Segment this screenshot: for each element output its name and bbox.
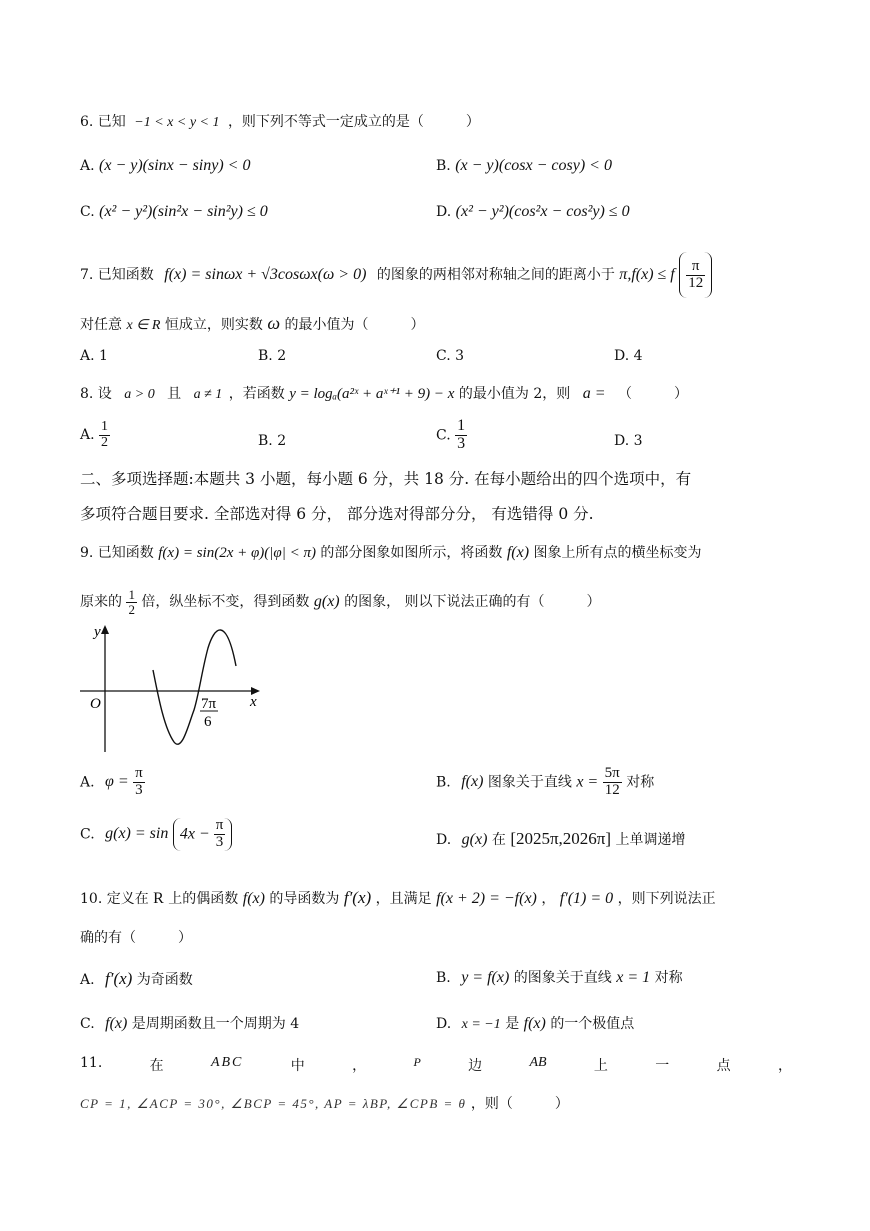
fraction-denominator: 12 [604,781,620,798]
q11-word: P [413,1055,421,1069]
q9-stem [80,545,702,561]
fraction-numerator: 1 [101,419,109,434]
q10-stem-b: 上的偶函数 [168,891,239,907]
q7-omega: ω [267,313,281,333]
q7-option-a: A. 1 [80,348,108,364]
q10-f: f(x) [242,890,265,907]
q6-option-d-expr: (x² − y²)(cos²x − cos²y) ≤ 0 [455,203,630,220]
section2-line1: 二、多项选择题:本题共 3 小题，每小题 6 分，共 18 分. 在每小题给出的四个选项中，有 [80,470,692,488]
q9-c-fraction [214,818,226,851]
q7-option-c: C. 3 [436,348,465,364]
q10-d-x: x = −1 [461,1017,501,1032]
q8-c-fraction [455,418,467,453]
q9-b-text: 图象关于直线 [487,774,572,791]
q7-line2-c: 的最小值为（ ） [284,317,425,333]
q9-b-x: x = [576,773,599,791]
q9-d-tail: 上单调递增 [615,832,686,848]
q9-a-fraction [133,766,145,799]
option-label: C. [80,826,95,843]
q9-b-tail: 对称 [626,774,655,791]
fraction-numerator: π [135,765,143,781]
q9-stem-pre: 9. 已知函数 [80,545,154,561]
q8-cond-b: a ≠ 1 [193,387,223,402]
q10-d-tail: 的一个极值点 [550,1016,635,1032]
q8-mid3: 的最小值为 2，则 [458,386,571,402]
q8-mid1: 且 [167,386,182,402]
q6-option-c [80,204,268,220]
q11-stem [80,1055,792,1075]
q9-c-inner: 4x − [179,825,214,843]
q9-c-lhs: g(x) = sin [105,825,169,843]
q11-word: ABC [210,1055,244,1070]
q9-function: f(x) = sin(2x + φ)(|φ| < π) [158,545,316,561]
q10-stem-line2: 确的有（ ） [80,930,192,946]
option-label: B. [436,774,451,791]
q9-g: g(x) [313,593,340,611]
q6-stem [80,115,480,130]
q6-condition: −1 < x < y < 1 [134,115,220,130]
q10-eq2: f′(1) = 0 [559,890,614,907]
q10-b-x: x = 1 [616,969,651,986]
fraction-denominator: 3 [135,781,143,798]
q8-option-d: D. 3 [614,433,643,449]
fraction-denominator: 2 [128,601,135,617]
q10-d-text: 是 [505,1016,520,1032]
q9-stem-line2 [80,588,601,616]
q9-d-in: 在 [491,832,506,848]
q6-stem-pre: 6. 已知 [80,114,126,130]
option-label: D. [436,204,452,220]
q10-option-c [80,1016,299,1032]
option-label: C. [80,1016,95,1032]
q7-stem-mid: 的图象的两相邻对称轴之间的距离小于 [376,267,615,283]
q11-word: 上 [593,1058,608,1074]
fraction-numerator: π [686,259,705,276]
q9-half-fraction [126,588,137,616]
option-label: B. [436,970,451,986]
option-label: D. [436,832,452,848]
q11-word: ， [777,1058,792,1074]
option-label: A. [80,427,95,444]
q6-stem-post: ，则下列不等式一定成立的是（ ） [227,114,480,130]
q9-graph [76,620,266,760]
q10-c-f: f(x) [105,1015,128,1032]
q10-stem-a: 10. 定义在 [80,891,149,907]
q8-stem-pre: 8. 设 [80,386,112,402]
fraction-denominator: 2 [101,434,109,450]
q9-option-a [80,766,145,799]
fraction-numerator: 1 [128,587,135,602]
option-label: A. [80,972,95,988]
q10-d-f: f(x) [523,1015,546,1032]
q9-b-f: f(x) [461,773,484,791]
option-label: B. [436,158,451,174]
q7-line2-a: 对任意 [80,317,122,333]
q10-stem-c: 的导函数为 [269,891,340,907]
option-label: C. [80,204,95,220]
q7-condition: π,f(x) ≤ f [619,266,675,283]
q10-b-text: 的图象关于直线 [513,970,612,986]
q11-word: 中 [290,1058,305,1074]
q10-r: R [153,890,164,907]
option-label: C. [436,427,451,444]
q8-mid2: ，若函数 [228,386,285,402]
q11-word: AB [529,1055,547,1070]
q11-word: 在 [149,1058,164,1074]
fraction-numerator: 1 [457,417,466,434]
q6-option-a-expr: (x − y)(sinx − siny) < 0 [99,157,251,174]
q10-a-f: f′(x) [105,969,133,988]
q8-tail: （ ） [617,386,688,402]
fraction-denominator: 3 [457,434,466,452]
fraction-numerator: 5π [604,765,620,781]
q9-c-paren [173,818,232,851]
q7-line2-b: 恒成立，则实数 [164,317,263,333]
q10-option-a [80,970,193,987]
q9-d-g: g(x) [461,831,488,848]
y-axis-arrow [101,625,109,634]
q7-paren [679,252,712,298]
q10-stem [80,889,716,907]
q6-option-d [436,204,630,220]
q8-stem [80,386,688,402]
q9-d-interval: [2025π,2026π] [510,829,612,848]
fraction-numerator: π [215,817,224,833]
q6-option-a [80,158,250,174]
option-label: D. [436,1016,452,1032]
q11-word: ， [352,1058,367,1074]
fraction-denominator: 3 [215,833,224,850]
tick-numerator: 7π [201,696,217,712]
sine-curve [153,630,236,744]
q11-tail: ，则（ ） [470,1096,569,1112]
q8-option-b: B. 2 [258,433,287,449]
q10-stem-e: ，则下列说法正 [617,891,716,907]
q9-a-lhs: φ = [105,773,129,791]
q7-function: f(x) = sinωx + √3cosωx(ω > 0) [164,266,367,283]
q10-a-text: 为奇函数 [136,972,193,988]
option-label: A. [80,158,95,174]
q9-line2-a: 原来的 [80,594,122,611]
q7-domain: x ∈ R [126,318,161,333]
origin-label: O [90,696,101,712]
q10-option-d [436,1016,634,1032]
q7-stem-pre: 7. 已知函数 [80,267,154,283]
q11-word: 11. [80,1055,103,1071]
q10-comma: ， [541,891,556,907]
q10-option-b [436,970,683,986]
q6-option-c-expr: (x² − y²)(sin²x − sin²y) ≤ 0 [99,203,268,220]
q11-word: 一 [655,1058,670,1074]
q9-option-d [436,830,686,848]
option-label: A. [80,774,95,791]
q10-c-text: 是周期函数且一个周期为 4 [131,1016,300,1032]
q11-word: 点 [716,1058,731,1074]
q8-option-a [80,420,110,450]
q9-line2-b: 倍，纵坐标不变，得到函数 [141,594,310,611]
q7-option-b: B. 2 [258,348,287,364]
fraction-denominator: 12 [688,274,704,291]
q8-cond-a: a > 0 [124,387,155,402]
q9-option-c [80,818,232,851]
q9-option-b [436,766,654,799]
q10-fprime: f′(x) [343,888,372,907]
q9-stem-post: 图象上所有点的横坐标变为 [533,545,702,561]
q7-stem [80,252,712,298]
x-axis-label: x [250,694,257,710]
q8-function: y = logₐ(a²ˣ + aˣ⁺¹ + 9) − x [289,386,455,402]
q11-word: 边 [468,1058,483,1074]
q9-stem-mid: 的部分图象如图所示，将函数 [320,545,503,561]
q7-option-d: D. 4 [614,348,643,364]
y-axis-label: y [94,624,101,640]
q6-option-b [436,158,612,174]
section2-line2: 多项符合题目要求. 全部选对得 6 分， 部分选对得部分分， 有选错得 0 分. [80,505,594,523]
q9-line2-c: 的图象， 则以下说法正确的有（ ） [344,594,601,611]
q10-b-eq: y = f(x) [461,969,510,986]
q9-f: f(x) [506,544,530,561]
q8-a-fraction [99,420,110,450]
q10-stem-d: ，且满足 [375,891,432,907]
q10-eq1: f(x + 2) = −f(x) [436,890,537,907]
q10-b-tail: 对称 [654,970,683,986]
q6-option-b-expr: (x − y)(cosx − cosy) < 0 [455,157,612,174]
q11-stem-line2 [80,1097,569,1111]
q7-fraction [686,259,705,292]
q9-b-fraction [603,766,622,799]
q8-cond-c: a = [582,385,606,402]
tick-denominator: 6 [204,714,212,730]
q11-conditions: CP = 1, ∠ACP = 30°, ∠BCP = 45°, AP = λBP, ∠CPB = θ [80,1096,467,1111]
q8-option-c [436,418,467,453]
q7-stem-line2 [80,314,425,333]
